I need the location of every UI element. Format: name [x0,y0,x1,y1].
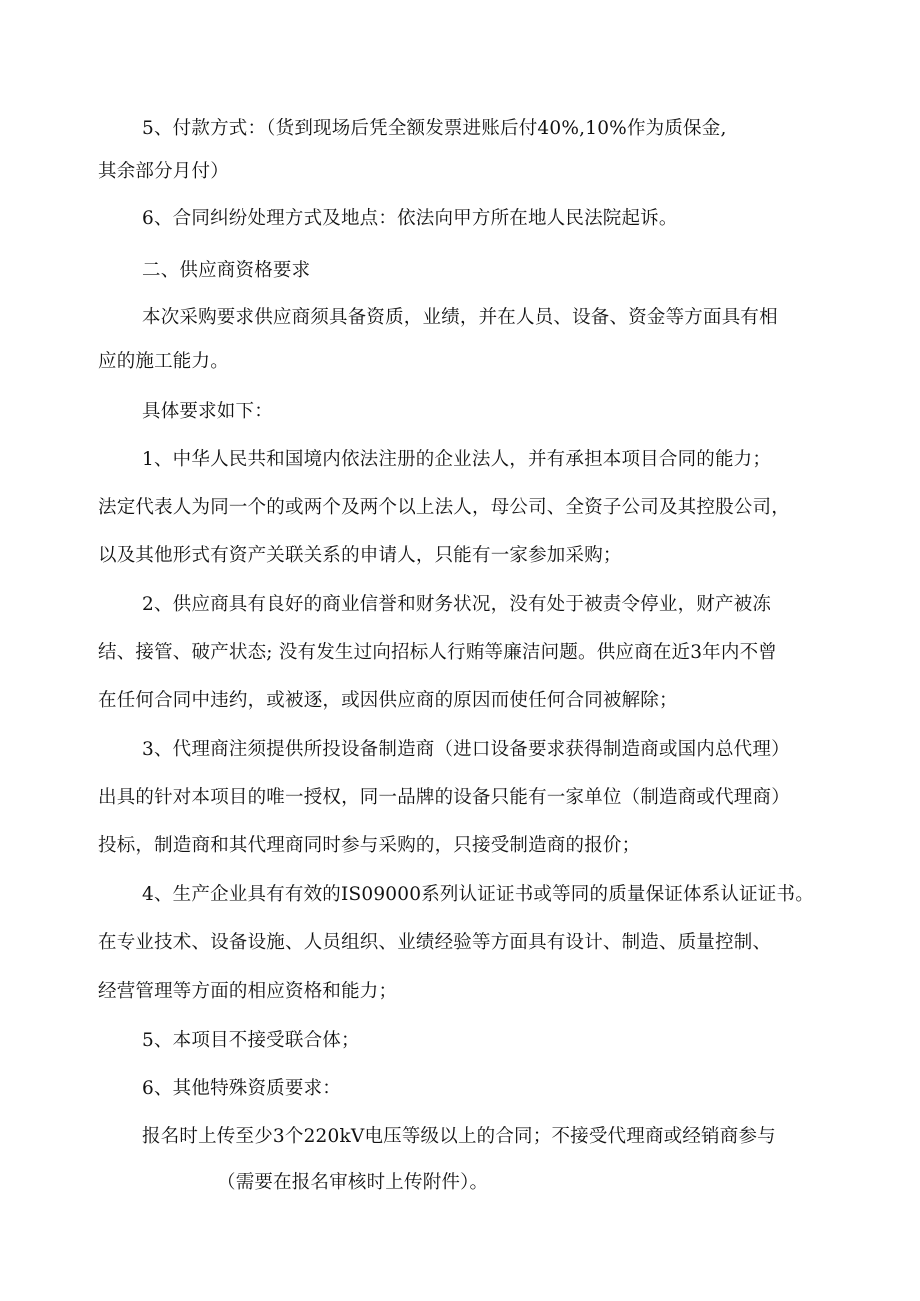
requirement-1-line-3: 以及其他形式有资产关联关系的申请人，只能有一家参加采购； [98,545,622,566]
requirement-2-line-1: 2、供应商具有良好的商业信誉和财务状况，没有处于被责令停业，财产被冻 [142,594,772,615]
special-qualification-line-1: 报名时上传至少3个220kV电压等级以上的合同；不接受代理商或经销商参与 [142,1126,776,1147]
requirement-1-line-1: 1、中华人民共和国境内依法注册的企业法人，并有承担本项目合同的能力； [142,449,772,470]
section-heading-qualification: 二、供应商资格要求 [142,260,311,281]
specific-requirements-heading: 具体要求如下： [142,401,273,422]
payment-terms-line-2: 其余部分月付） [98,161,229,182]
requirement-6-heading: 6、其他特殊资质要求： [142,1078,341,1099]
payment-terms-line-1: 5、付款方式：（货到现场后凭全额发票进账后付40%,10%作为质保金, [142,118,727,139]
requirement-4-line-2: 在专业技术、设备设施、人员组织、业绩经验等方面具有设计、制造、质量控制、 [98,932,772,953]
procurement-requirement-line-2: 应的施工能力。 [98,351,229,372]
requirement-3-line-2: 出具的针对本项目的唯一授权，同一品牌的设备只能有一家单位（制造商或代理商） [98,787,790,808]
requirement-2-line-2: 结、接管、破产状态; 没有发生过向招标人行贿等廉洁问题。供应商在近3年内不曾 [98,642,777,663]
requirement-4-line-1: 4、生产企业具有有效的IS09000系列认证证书或等同的质量保证体系认证证书。 [142,884,814,905]
requirement-3-line-1: 3、代理商注须提供所投设备制造商（进口设备要求获得制造商或国内总代理） [142,739,790,760]
dispute-resolution-line: 6、合同纠纷处理方式及地点：依法向甲方所在地人民法院起诉。 [142,208,678,229]
requirement-2-line-3: 在任何合同中违约，或被逐，或因供应商的原因而使任何合同被解除； [98,690,678,711]
requirement-4-line-3: 经营管理等方面的相应资格和能力； [98,981,398,1002]
requirement-1-line-2: 法定代表人为同一个的或两个及两个以上法人，母公司、全资子公司及其控股公司， [98,497,790,518]
requirement-5-line: 5、本项目不接受联合体； [142,1030,360,1051]
procurement-requirement-line-1: 本次采购要求供应商须具备资质，业绩，并在人员、设备、资金等方面具有相 [142,307,778,328]
requirement-3-line-3: 投标，制造商和其代理商同时参与采购的，只接受制造商的报价； [98,835,641,856]
special-qualification-line-2: （需要在报名审核时上传附件）。 [217,1172,489,1193]
